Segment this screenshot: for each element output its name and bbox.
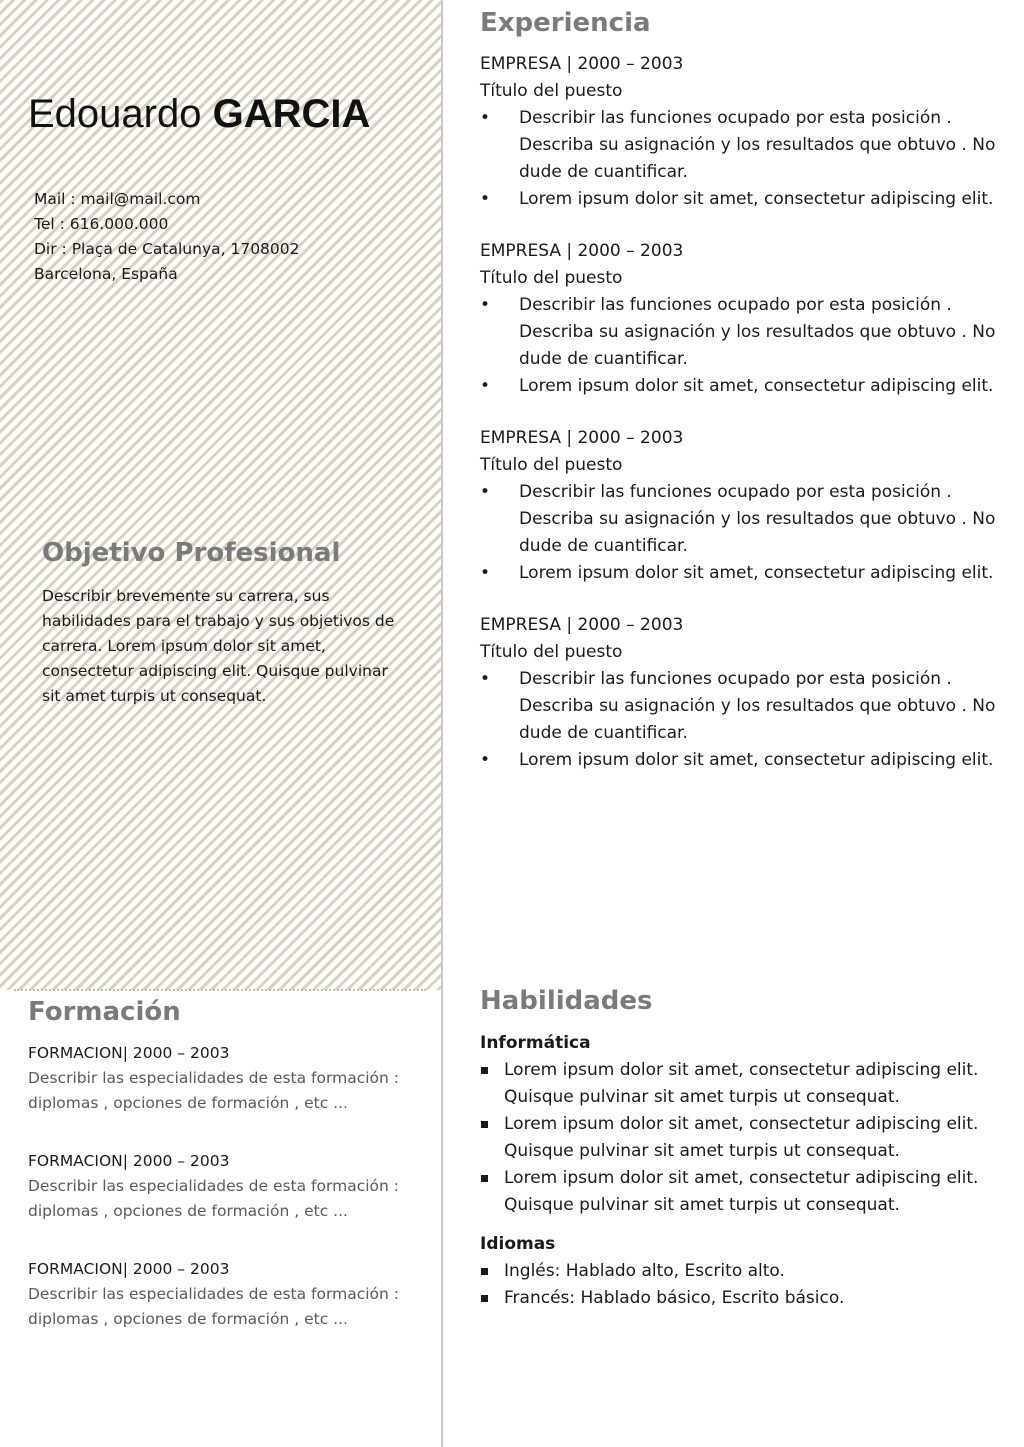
objective-section bbox=[42, 538, 402, 709]
last-name: GARCIA bbox=[212, 92, 371, 136]
candidate-name bbox=[28, 92, 370, 137]
contact-city: Barcelona, España bbox=[34, 265, 178, 283]
education-item-head: FORMACION| 2000 – 2003 bbox=[28, 1260, 230, 1278]
square-bullet-icon bbox=[481, 1268, 488, 1275]
skill-group-heading: Idiomas bbox=[480, 1234, 556, 1254]
experience-section bbox=[480, 8, 1010, 799]
skill-item-text: Inglés: Hablado alto, Escrito alto. bbox=[504, 1261, 785, 1281]
education-title: Formación bbox=[28, 997, 181, 1027]
job-company: EMPRESA | 2000 – 2003 bbox=[480, 241, 684, 261]
job-bullets bbox=[480, 292, 1010, 400]
experience-title: Experiencia bbox=[480, 8, 651, 38]
education-item-head: FORMACION| 2000 – 2003 bbox=[28, 1044, 230, 1062]
bullet-icon: • bbox=[480, 108, 491, 128]
skill-item-text: Lorem ipsum dolor sit amet, consectetur adipiscing elit. Quisque pulvinar sit amet turpis ut consequat. bbox=[504, 1060, 979, 1107]
job-entry bbox=[480, 425, 1010, 587]
objective-text: Describir brevemente su carrera, sus habilidades para el trabajo y sus objetivos de carrera. Lorem ipsum dolor sit amet, consectetur adipiscing elit. Quisque pulvinar sit amet turpis ut consequat. bbox=[42, 587, 395, 705]
skill-item bbox=[480, 1057, 1020, 1111]
skill-item bbox=[480, 1111, 1020, 1165]
job-position: Título del puesto bbox=[480, 455, 623, 475]
contact-address: Dir : Plaça de Catalunya, 1708002 bbox=[34, 240, 300, 258]
square-bullet-icon bbox=[481, 1067, 488, 1074]
skills-section bbox=[480, 986, 1020, 1324]
education-section bbox=[28, 997, 433, 1365]
job-bullet bbox=[480, 747, 1010, 774]
job-bullet bbox=[480, 560, 1010, 587]
job-bullet-text: Lorem ipsum dolor sit amet, consectetur adipiscing elit. bbox=[519, 563, 994, 583]
skill-item bbox=[480, 1258, 1020, 1285]
education-item bbox=[28, 1149, 433, 1224]
contact-info bbox=[34, 187, 300, 287]
square-bullet-icon bbox=[481, 1175, 488, 1182]
job-bullet bbox=[480, 479, 1010, 560]
job-bullet bbox=[480, 186, 1010, 213]
education-item-head: FORMACION| 2000 – 2003 bbox=[28, 1152, 230, 1170]
job-bullet-text: Describir las funciones ocupado por esta posición . Describa su asignación y los resultados que obtuvo . No dude de cuantificar. bbox=[519, 295, 996, 369]
skill-item bbox=[480, 1165, 1020, 1219]
skills-title: Habilidades bbox=[480, 986, 653, 1016]
job-entry bbox=[480, 612, 1010, 774]
skill-item-text: Francés: Hablado básico, Escrito básico. bbox=[504, 1288, 845, 1308]
contact-phone: Tel : 616.000.000 bbox=[34, 215, 169, 233]
skill-item-text: Lorem ipsum dolor sit amet, consectetur adipiscing elit. Quisque pulvinar sit amet turpis ut consequat. bbox=[504, 1168, 979, 1215]
education-item-desc: Describir las especialidades de esta formación : diplomas , opciones de formación , etc ... bbox=[28, 1069, 399, 1112]
skill-list bbox=[480, 1258, 1020, 1312]
skill-list bbox=[480, 1057, 1020, 1219]
bullet-icon: • bbox=[480, 750, 491, 770]
job-company: EMPRESA | 2000 – 2003 bbox=[480, 54, 684, 74]
education-item bbox=[28, 1041, 433, 1116]
job-bullet bbox=[480, 373, 1010, 400]
job-company: EMPRESA | 2000 – 2003 bbox=[480, 428, 684, 448]
contact-email: Mail : mail@mail.com bbox=[34, 190, 201, 208]
bullet-icon: • bbox=[480, 482, 491, 502]
bullet-icon: • bbox=[480, 563, 491, 583]
job-bullet-text: Describir las funciones ocupado por esta posición . Describa su asignación y los resultados que obtuvo . No dude de cuantificar. bbox=[519, 108, 996, 182]
striped-background-panel bbox=[0, 0, 441, 990]
first-name: Edouardo bbox=[28, 92, 202, 136]
education-item bbox=[28, 1257, 433, 1332]
dotted-separator bbox=[14, 989, 426, 991]
education-item-desc: Describir las especialidades de esta formación : diplomas , opciones de formación , etc ... bbox=[28, 1177, 399, 1220]
bullet-icon: • bbox=[480, 189, 491, 209]
job-position: Título del puesto bbox=[480, 642, 623, 662]
job-bullet-text: Describir las funciones ocupado por esta posición . Describa su asignación y los resultados que obtuvo . No dude de cuantificar. bbox=[519, 669, 996, 743]
objective-title: Objetivo Profesional bbox=[42, 538, 341, 568]
job-bullet bbox=[480, 666, 1010, 747]
bullet-icon: • bbox=[480, 376, 491, 396]
job-bullets bbox=[480, 105, 1010, 213]
job-bullet-text: Lorem ipsum dolor sit amet, consectetur adipiscing elit. bbox=[519, 376, 994, 396]
skill-group bbox=[480, 1030, 1020, 1219]
job-bullet-text: Lorem ipsum dolor sit amet, consectetur adipiscing elit. bbox=[519, 750, 994, 770]
job-bullet-text: Lorem ipsum dolor sit amet, consectetur adipiscing elit. bbox=[519, 189, 994, 209]
square-bullet-icon bbox=[481, 1295, 488, 1302]
job-bullets bbox=[480, 479, 1010, 587]
job-bullet bbox=[480, 105, 1010, 186]
skill-item-text: Lorem ipsum dolor sit amet, consectetur adipiscing elit. Quisque pulvinar sit amet turpis ut consequat. bbox=[504, 1114, 979, 1161]
job-position: Título del puesto bbox=[480, 268, 623, 288]
job-entry bbox=[480, 51, 1010, 213]
job-position: Título del puesto bbox=[480, 81, 623, 101]
job-bullet-text: Describir las funciones ocupado por esta posición . Describa su asignación y los resultados que obtuvo . No dude de cuantificar. bbox=[519, 482, 996, 556]
skill-group bbox=[480, 1231, 1020, 1312]
column-divider bbox=[441, 0, 443, 1447]
bullet-icon: • bbox=[480, 669, 491, 689]
job-entry bbox=[480, 238, 1010, 400]
square-bullet-icon bbox=[481, 1121, 488, 1128]
bullet-icon: • bbox=[480, 295, 491, 315]
skill-item bbox=[480, 1285, 1020, 1312]
education-item-desc: Describir las especialidades de esta formación : diplomas , opciones de formación , etc ... bbox=[28, 1285, 399, 1328]
job-company: EMPRESA | 2000 – 2003 bbox=[480, 615, 684, 635]
skill-group-heading: Informática bbox=[480, 1033, 591, 1053]
job-bullets bbox=[480, 666, 1010, 774]
job-bullet bbox=[480, 292, 1010, 373]
